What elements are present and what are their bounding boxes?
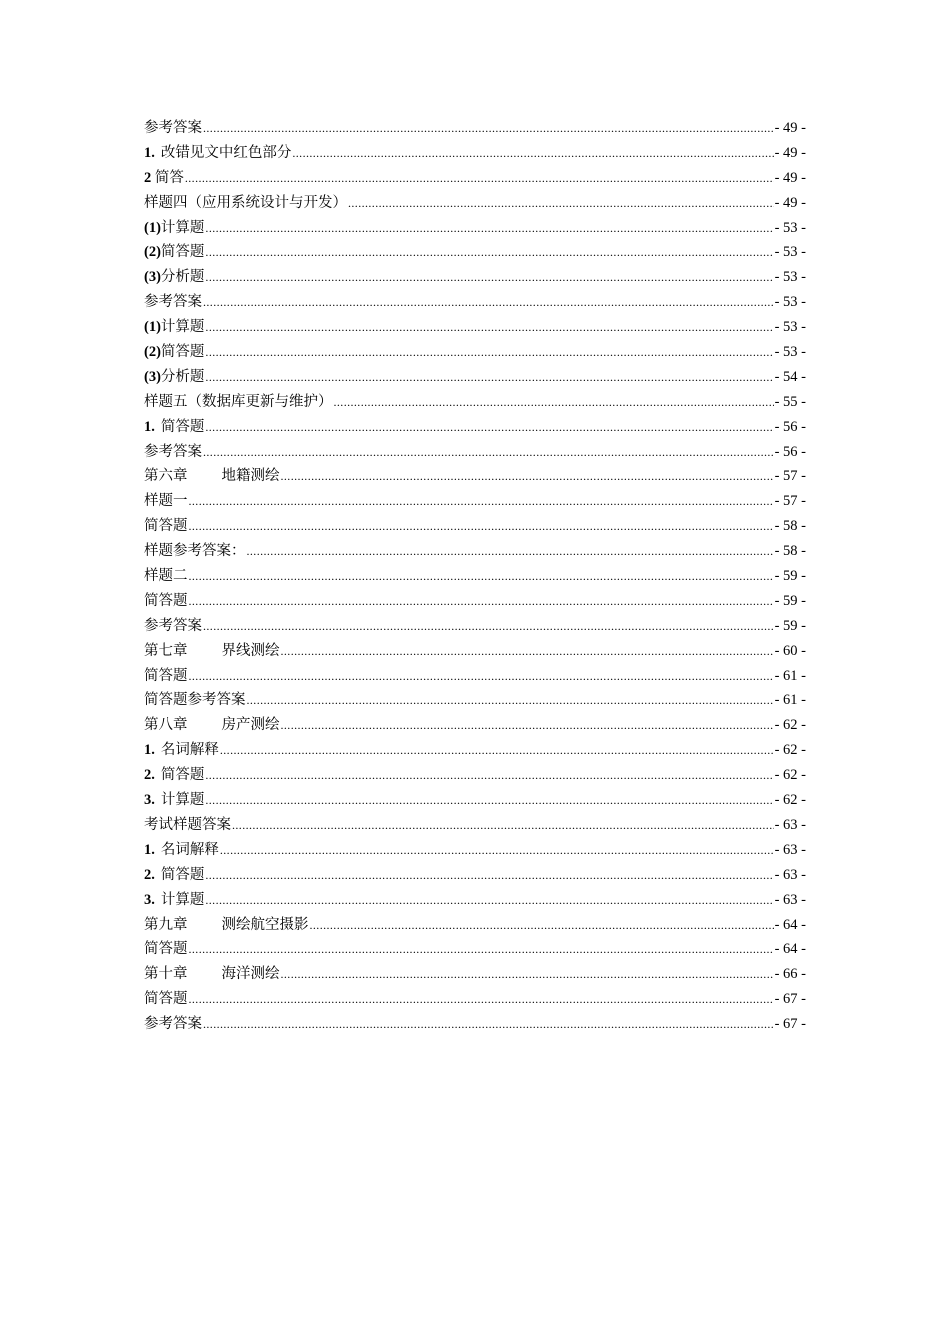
toc-page-number: - 62 - [774, 742, 806, 759]
toc-page-number: - 63 - [774, 891, 806, 908]
toc-entry-title [144, 688, 246, 713]
toc-entry-title [144, 240, 204, 265]
toc-dot-leader [205, 216, 773, 241]
toc-entry-title [144, 589, 188, 614]
toc-entry-text: 样题五（数据库更新与维护） [144, 393, 333, 410]
toc-entry-text: 样题一 [144, 493, 188, 510]
toc-entry-text: 分析题 [160, 269, 205, 286]
toc-dot-leader [205, 340, 773, 365]
toc-entry-text: 计算题 [160, 792, 205, 809]
toc-entry-text: 简答题参考答案 [144, 692, 246, 709]
toc-entry-number-separator: . [151, 866, 155, 883]
toc-dot-leader [185, 166, 774, 191]
toc-entry-text: 地籍测绘 [221, 468, 280, 485]
toc-entry-text: 简答 [154, 169, 184, 186]
toc-page-number: - 61 - [774, 692, 806, 709]
toc-dot-leader [205, 415, 773, 440]
toc-page-number: - 67 - [774, 1016, 806, 1033]
toc-page-number: - 67 - [774, 991, 806, 1008]
toc-entry-number: (1) [144, 319, 161, 336]
toc-entry-text: 简答题 [144, 667, 188, 684]
toc-dot-leader [189, 937, 774, 962]
toc-dot-leader [189, 589, 774, 614]
toc-entry-title [144, 116, 202, 141]
toc-page-number: - 59 - [774, 568, 806, 585]
toc-entry-number: 1 [144, 418, 152, 435]
toc-entry-title [144, 415, 204, 440]
toc-dot-leader [292, 141, 773, 166]
toc-dot-leader [189, 987, 774, 1012]
toc-dot-leader [205, 365, 773, 390]
toc-entry[interactable] [144, 1012, 806, 1037]
toc-entry[interactable] [144, 290, 806, 315]
toc-dot-leader [189, 664, 774, 689]
toc-page-number: - 56 - [774, 418, 806, 435]
toc-entry-title [144, 166, 184, 191]
toc-entry[interactable] [144, 913, 806, 938]
toc-entry-text: 海洋测绘 [221, 966, 280, 983]
toc-entry-text: 名词解释 [160, 742, 219, 759]
toc-entry-number-separator: . [151, 841, 155, 858]
toc-entry[interactable] [144, 614, 806, 639]
toc-entry-text: 计算题 [160, 219, 205, 236]
toc-entry[interactable] [144, 464, 806, 489]
toc-entry[interactable] [144, 813, 806, 838]
toc-entry[interactable] [144, 440, 806, 465]
toc-entry-text: 样题参考答案： [144, 543, 246, 560]
toc-entry-title [144, 987, 188, 1012]
toc-entry-text: 参考答案 [144, 1016, 202, 1033]
toc-page-number: - 62 - [774, 792, 806, 809]
toc-entry[interactable] [144, 838, 806, 863]
toc-page-number: - 61 - [774, 667, 806, 684]
toc-entry[interactable] [144, 863, 806, 888]
toc-entry-title [144, 141, 291, 166]
toc-entry[interactable] [144, 116, 806, 141]
toc-entry-title [144, 464, 280, 489]
toc-dot-leader [281, 962, 774, 987]
toc-entry-number: 2 [144, 767, 152, 784]
toc-page-number: - 49 - [774, 194, 806, 211]
toc-page-number: - 64 - [774, 916, 806, 933]
toc-entry-text: 样题四（应用系统设计与开发） [144, 194, 347, 211]
toc-page-number: - 57 - [774, 493, 806, 510]
toc-page-number: - 49 - [774, 169, 806, 186]
toc-entry-title [144, 1012, 202, 1037]
toc-page-number: - 57 - [774, 468, 806, 485]
toc-entry-title [144, 539, 246, 564]
toc-entry-title [144, 340, 204, 365]
toc-page-number: - 62 - [774, 767, 806, 784]
toc-dot-leader [205, 315, 773, 340]
toc-page-number: - 54 - [774, 368, 806, 385]
toc-entry-number: 3 [144, 891, 152, 908]
toc-entry-text: 简答题 [160, 767, 205, 784]
toc-entry-text: 界线测绘 [221, 642, 280, 659]
toc-dot-leader [281, 464, 774, 489]
toc-entry-number: (2) [144, 244, 161, 261]
toc-entry-number-separator: . [151, 144, 155, 161]
toc-entry-text: 简答题 [144, 941, 188, 958]
toc-dot-leader [205, 888, 773, 913]
toc-entry[interactable] [144, 166, 806, 191]
toc-dot-leader [205, 788, 773, 813]
toc-dot-leader [205, 863, 773, 888]
toc-entry-title [144, 738, 219, 763]
toc-dot-leader [189, 564, 774, 589]
toc-entry-text: 参考答案 [144, 617, 202, 634]
toc-entry-text: 测绘航空摄影 [221, 916, 309, 933]
toc-chapter-label: 第八章 [144, 717, 188, 734]
toc-entry-text: 参考答案 [144, 294, 202, 311]
toc-entry-title [144, 315, 204, 340]
toc-entry-number: (2) [144, 344, 161, 361]
toc-entry-number-separator: . [151, 742, 155, 759]
toc-dot-leader [247, 688, 774, 713]
toc-entry-text: 参考答案 [144, 443, 202, 460]
toc-entry[interactable] [144, 340, 806, 365]
toc-page-number: - 63 - [774, 841, 806, 858]
toc-entry-title [144, 713, 280, 738]
toc-page-number: - 53 - [774, 294, 806, 311]
toc-dot-leader [205, 265, 773, 290]
toc-entry-title [144, 962, 280, 987]
toc-entry-number: 1 [144, 144, 152, 161]
toc-page-number: - 53 - [774, 269, 806, 286]
toc-entry[interactable] [144, 888, 806, 913]
toc-entry[interactable] [144, 788, 806, 813]
toc-page-number: - 66 - [774, 966, 806, 983]
toc-entry-text: 简答题 [144, 592, 188, 609]
toc-chapter-label: 第六章 [144, 468, 188, 485]
toc-entry-number-separator: . [151, 891, 155, 908]
toc-entry[interactable] [144, 664, 806, 689]
toc-entry-title [144, 614, 202, 639]
toc-page-number: - 63 - [774, 866, 806, 883]
toc-entry-title [144, 863, 204, 888]
toc-entry-title [144, 813, 231, 838]
toc-entry[interactable] [144, 415, 806, 440]
toc-entry-title [144, 489, 188, 514]
toc-entry-number-separator: . [151, 792, 155, 809]
toc-entry-text: 样题二 [144, 568, 188, 585]
toc-entry-number: (3) [144, 269, 161, 286]
toc-entry[interactable] [144, 738, 806, 763]
toc-entry-title [144, 788, 204, 813]
table-of-contents [144, 116, 806, 1037]
toc-entry-number-separator: . [151, 767, 155, 784]
toc-entry-number: 2 [144, 866, 152, 883]
toc-page-number: - 53 - [774, 244, 806, 261]
toc-entry[interactable] [144, 216, 806, 241]
toc-dot-leader [310, 913, 774, 938]
toc-entry[interactable] [144, 265, 806, 290]
toc-dot-leader [203, 290, 774, 315]
toc-entry-text: 参考答案 [144, 120, 202, 136]
toc-entry-number: 1 [144, 841, 152, 858]
toc-chapter-label: 第十章 [144, 966, 188, 983]
toc-entry-text: 计算题 [160, 319, 205, 336]
toc-entry-text: 房产测绘 [221, 717, 280, 734]
toc-dot-leader [203, 116, 774, 141]
toc-entry-title [144, 639, 280, 664]
toc-page-number: - 60 - [774, 642, 806, 659]
toc-dot-leader [205, 763, 773, 788]
toc-entry-title [144, 937, 188, 962]
toc-entry-title [144, 191, 347, 216]
toc-page-number: - 56 - [774, 443, 806, 460]
toc-page-number: - 59 - [774, 592, 806, 609]
toc-entry-title [144, 290, 202, 315]
toc-page-number: - 53 - [774, 344, 806, 361]
toc-dot-leader [203, 1012, 774, 1037]
toc-entry[interactable] [144, 514, 806, 539]
toc-entry[interactable] [144, 688, 806, 713]
toc-entry-text: 简答题 [160, 344, 205, 361]
toc-entry[interactable] [144, 639, 806, 664]
toc-entry[interactable] [144, 191, 806, 216]
toc-entry-text: 改错见文中红色部分 [160, 144, 292, 161]
toc-entry-title [144, 440, 202, 465]
toc-page-number: - 63 - [774, 816, 806, 833]
toc-dot-leader [205, 240, 773, 265]
toc-dot-leader [220, 838, 774, 863]
toc-entry-title [144, 913, 309, 938]
toc-dot-leader [220, 738, 774, 763]
toc-page-number: - 53 - [774, 319, 806, 336]
toc-entry-number: (3) [144, 368, 161, 385]
toc-entry[interactable] [144, 962, 806, 987]
toc-dot-leader [189, 514, 774, 539]
toc-entry[interactable] [144, 763, 806, 788]
toc-entry-text: 计算题 [160, 891, 205, 908]
toc-entry-title [144, 888, 204, 913]
toc-dot-leader [232, 813, 774, 838]
toc-entry-title [144, 265, 204, 290]
toc-entry-text: 简答题 [160, 418, 205, 435]
toc-entry-number: 2 [144, 169, 152, 186]
toc-entry-text: 简答题 [160, 866, 205, 883]
toc-page-number: - 49 - [774, 120, 806, 136]
toc-entry[interactable] [144, 589, 806, 614]
toc-entry-text: 简答题 [160, 244, 205, 261]
toc-page-number: - 59 - [774, 617, 806, 634]
toc-entry[interactable] [144, 539, 806, 564]
toc-dot-leader [189, 489, 774, 514]
toc-page-number: - 53 - [774, 219, 806, 236]
toc-entry-text: 简答题 [144, 518, 188, 535]
toc-entry-text: 名词解释 [160, 841, 219, 858]
toc-dot-leader [203, 614, 774, 639]
toc-entry[interactable] [144, 489, 806, 514]
toc-dot-leader [247, 539, 774, 564]
toc-entry-number-separator: . [151, 418, 155, 435]
toc-entry-title [144, 564, 188, 589]
toc-entry-title [144, 763, 204, 788]
toc-entry[interactable] [144, 141, 806, 166]
toc-entry[interactable] [144, 390, 806, 415]
toc-entry-text: 分析题 [160, 368, 205, 385]
toc-chapter-label: 第九章 [144, 916, 188, 933]
toc-entry[interactable] [144, 240, 806, 265]
toc-page-number: - 55 - [774, 393, 806, 410]
toc-page-number: - 62 - [774, 717, 806, 734]
toc-dot-leader [203, 440, 774, 465]
toc-entry[interactable] [144, 365, 806, 390]
toc-entry[interactable] [144, 713, 806, 738]
toc-entry-title [144, 390, 333, 415]
toc-page-number: - 49 - [774, 144, 806, 161]
toc-dot-leader [334, 390, 774, 415]
toc-entry-text: 考试样题答案 [144, 816, 231, 833]
toc-entry-title [144, 216, 204, 241]
toc-dot-leader [348, 191, 774, 216]
toc-entry[interactable] [144, 937, 806, 962]
toc-entry-number: 3 [144, 792, 152, 809]
toc-entry-text: 简答题 [144, 991, 188, 1008]
toc-dot-leader [281, 639, 774, 664]
toc-page-number: - 58 - [774, 543, 806, 560]
toc-page-number: - 64 - [774, 941, 806, 958]
toc-entry-title [144, 664, 188, 689]
toc-page-number: - 58 - [774, 518, 806, 535]
toc-entry-number: (1) [144, 219, 161, 236]
toc-entry-title [144, 365, 204, 390]
toc-chapter-label: 第七章 [144, 642, 188, 659]
toc-entry-title [144, 838, 219, 863]
toc-entry[interactable] [144, 564, 806, 589]
toc-entry-number: 1 [144, 742, 152, 759]
toc-entry[interactable] [144, 315, 806, 340]
toc-entry-title [144, 514, 188, 539]
toc-dot-leader [281, 713, 774, 738]
toc-entry[interactable] [144, 987, 806, 1012]
